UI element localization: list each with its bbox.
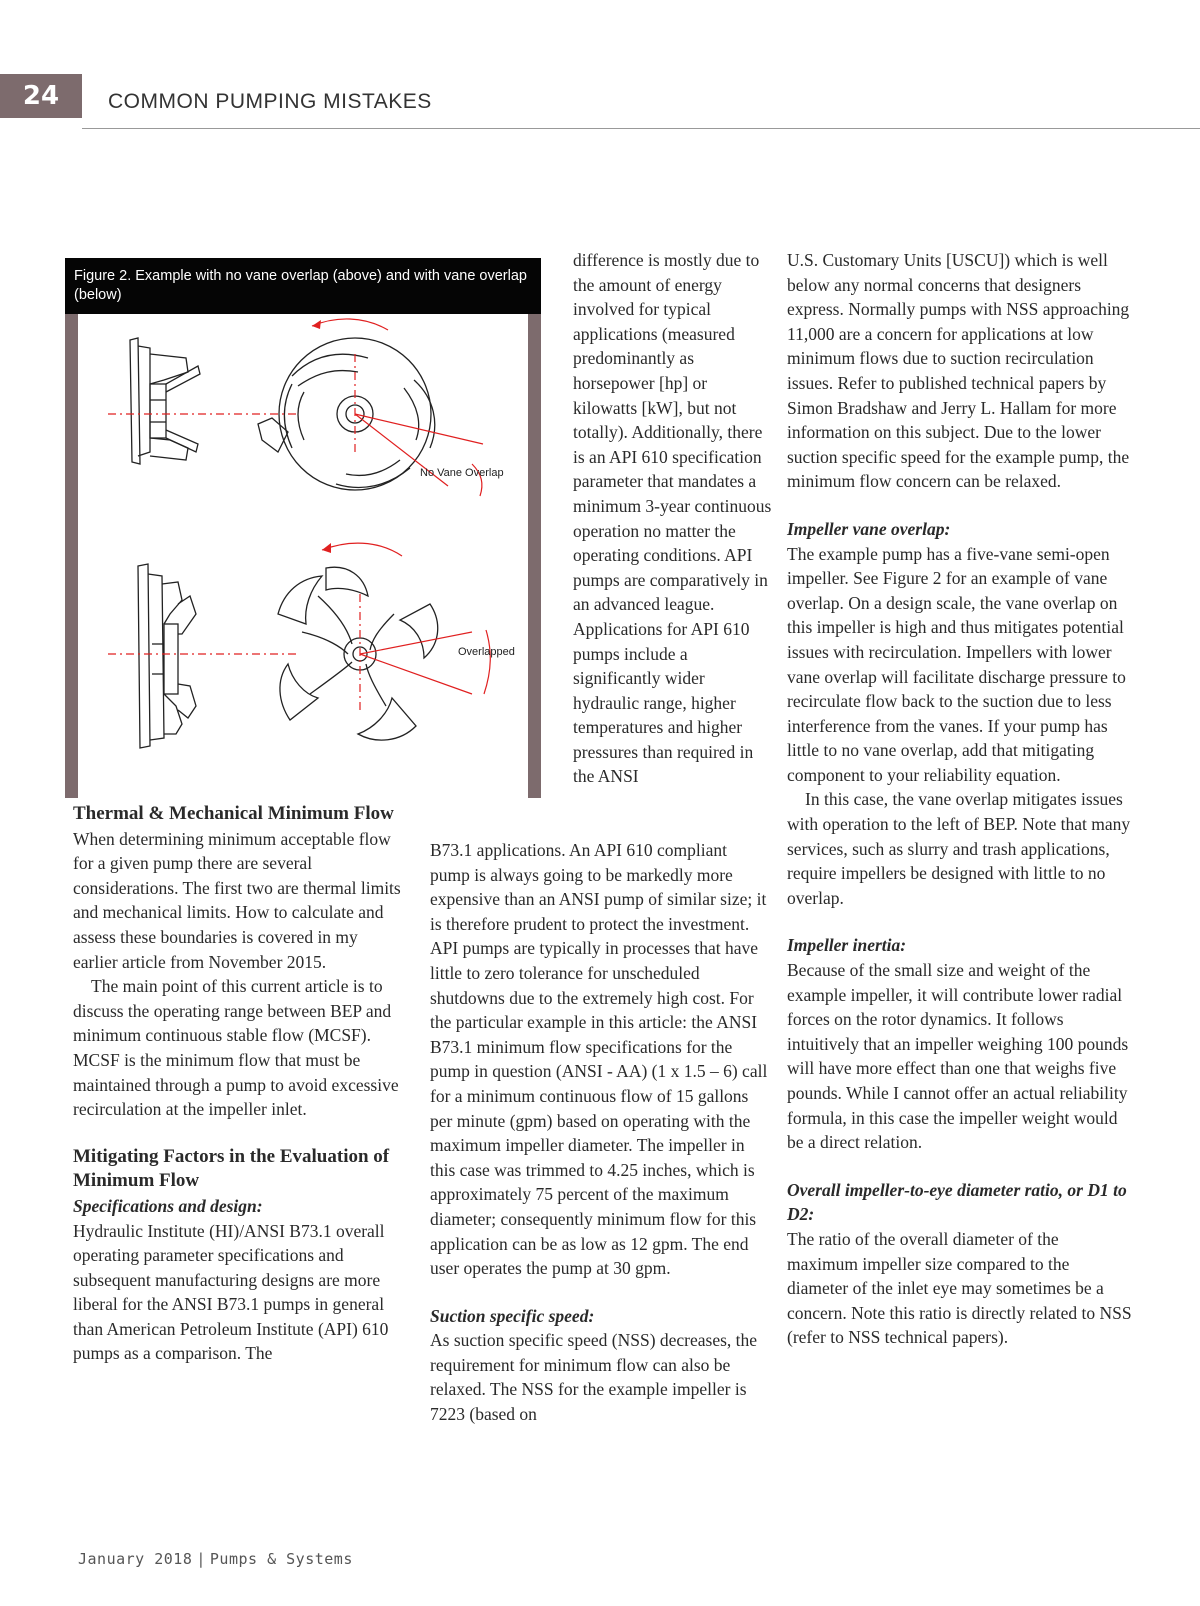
paragraph: In this case, the vane overlap mitigates issues with operation to the left of BEP. Note that many services, such as slurry and trash applications, require impellers be designed with little to no overlap. [787,789,1131,908]
heading-mitigating-factors: Mitigating Factors in the Evaluation of Minimum Flow [73,1145,390,1192]
column-3 [787,248,1132,1350]
page-number: 24 [0,74,82,118]
paragraph: U.S. Customary Units [USCU]) which is well below any normal concerns that designers express. Normally pumps with NSS approaching 11,000 are a concern for applications at low minimum flows due to suction recirculation issues. Refer to published technical papers by Simon Bradshaw and Jerry L. Hallam for more information on this subject. Due to the lower suction specific speed for the example pump, the minimum flow concern can be relaxed. [787,250,1130,492]
section-title: COMMON PUMPING MISTAKES [108,90,432,113]
paragraph: The ratio of the overall diameter of the maximum impeller size compared to the diameter of the inlet eye may sometimes be a concern. Note this ratio is directly related to NSS (refer to NSS technical papers). [787,1228,1132,1348]
figure-caption: Figure 2. Example with no vane overlap (above) and with vane overlap (below) [65,258,541,314]
paragraph: difference is mostly due to the amount of energy involved for typical applications (measured predominantly as horsepower [hp] or kilowatts [kW], but not totally). Additionally, there is an API 610 specification parameter that mandates a minimum 3-year continuous operation no matter the operating conditions. API pumps are comparatively in an advanced league. Applications for API 610 pumps include a significantly wider hydraulic range, higher temperatures and higher pressures than required in the ANSI [573,250,772,787]
impeller-drawing [78,314,528,798]
paragraph: Hydraulic Institute (HI)/ANSI B73.1 overall operating parameter specifications and subsequent manufacturing designs are more liberal for the ANSI B73.1 pumps in general than American Petroleum Institute (API) 610 pumps as a comparison. The [73,1220,389,1364]
heading-suction-specific-speed: Suction specific speed: [430,1305,595,1326]
heading-vane-overlap: Impeller vane overlap: [787,518,951,539]
paragraph: The example pump has a five-vane semi-open impeller. See Figure 2 for an example of vane overlap. On a design scale, the vane overlap on this impeller is high and thus mitigates potential issues with recirculation. Impellers with lower vane overlap will facilitate discharge pressure to recirculate flow back to the suction due to less interference from the vanes. If your pump has little to no vane overlap, add that mitigating component to your reliability equation. [787,543,1126,785]
heading-thermal-mechanical: Thermal & Mechanical Minimum Flow [73,803,394,824]
side-view-top [130,338,200,464]
label-no-vane-overlap: No Vane Overlap [420,467,504,479]
page-footer [78,1550,353,1568]
label-overlapped: Overlapped [458,646,515,658]
paragraph: As suction specific speed (NSS) decreases, the requirement for minimum flow can also be relaxed. The NSS for the example impeller is 7223 (based on [430,1330,758,1425]
footer-publication: Pumps & Systems [209,1550,353,1568]
column-1 [73,802,405,1366]
column-2-top [573,248,773,789]
footer-separator: | [196,1550,206,1568]
subheading-specifications: Specifications and design: [73,1195,263,1216]
heading-impeller-inertia: Impeller inertia: [787,935,907,956]
heading-diameter-ratio: Overall impeller-to-eye diameter ratio, or D1 to D2: [787,1179,1127,1225]
figure-2 [65,258,541,798]
side-view-bottom [138,564,196,748]
paragraph: When determining minimum acceptable flow for a given pump there are several considerations. The first two are thermal limits and mechanical limits. How to calculate and assess these boundaries is covered in my earlier article from November 2015. [73,828,401,972]
paragraph: B73.1 applications. An API 610 compliant pump is always going to be markedly more expensive than an ANSI pump of similar size; it is therefore prudent to protect the investment. API pumps are typically in processes that have little to zero tolerance for unscheduled shutdowns due to the extremely high cost. For the particular example in this article: the ANSI B73.1 minimum flow specifications for the pump in question (ANSI - AA) (1 x 1.5 – 6) call for a minimum continuous flow of 15 gallons per minute (gpm) based on operating with the maximum impeller diameter. The impeller in this case was trimmed to 4.25 inches, which is approximately 75 percent of the maximum diameter; consequently minimum flow for this application can be as low as 12 gpm. The end user operates the pump at 30 gpm. [430,840,768,1279]
paragraph: The main point of this current article is to discuss the operating range between BEP and minimum continuous stable flow (MCSF). MCSF is the minimum flow that must be maintained through a pump to avoid excessive recirculation at the impeller inlet. [73,976,399,1120]
column-2 [430,838,770,1427]
paragraph: Because of the small size and weight of the example impeller, it will contribute lower radial forces on the rotor dynamics. It follows intuitively that an impeller weighing 100 pounds will have more effect than one that weighs five pounds. While I cannot offer an actual reliability formula, in this case the impeller weight would be a direct relation. [787,960,1129,1153]
header-rule [82,128,1200,129]
figure-drawing [78,314,528,798]
impeller-no-overlap [258,338,435,490]
footer-date: January 2018 [78,1550,193,1568]
impeller-overlapped [278,567,438,740]
